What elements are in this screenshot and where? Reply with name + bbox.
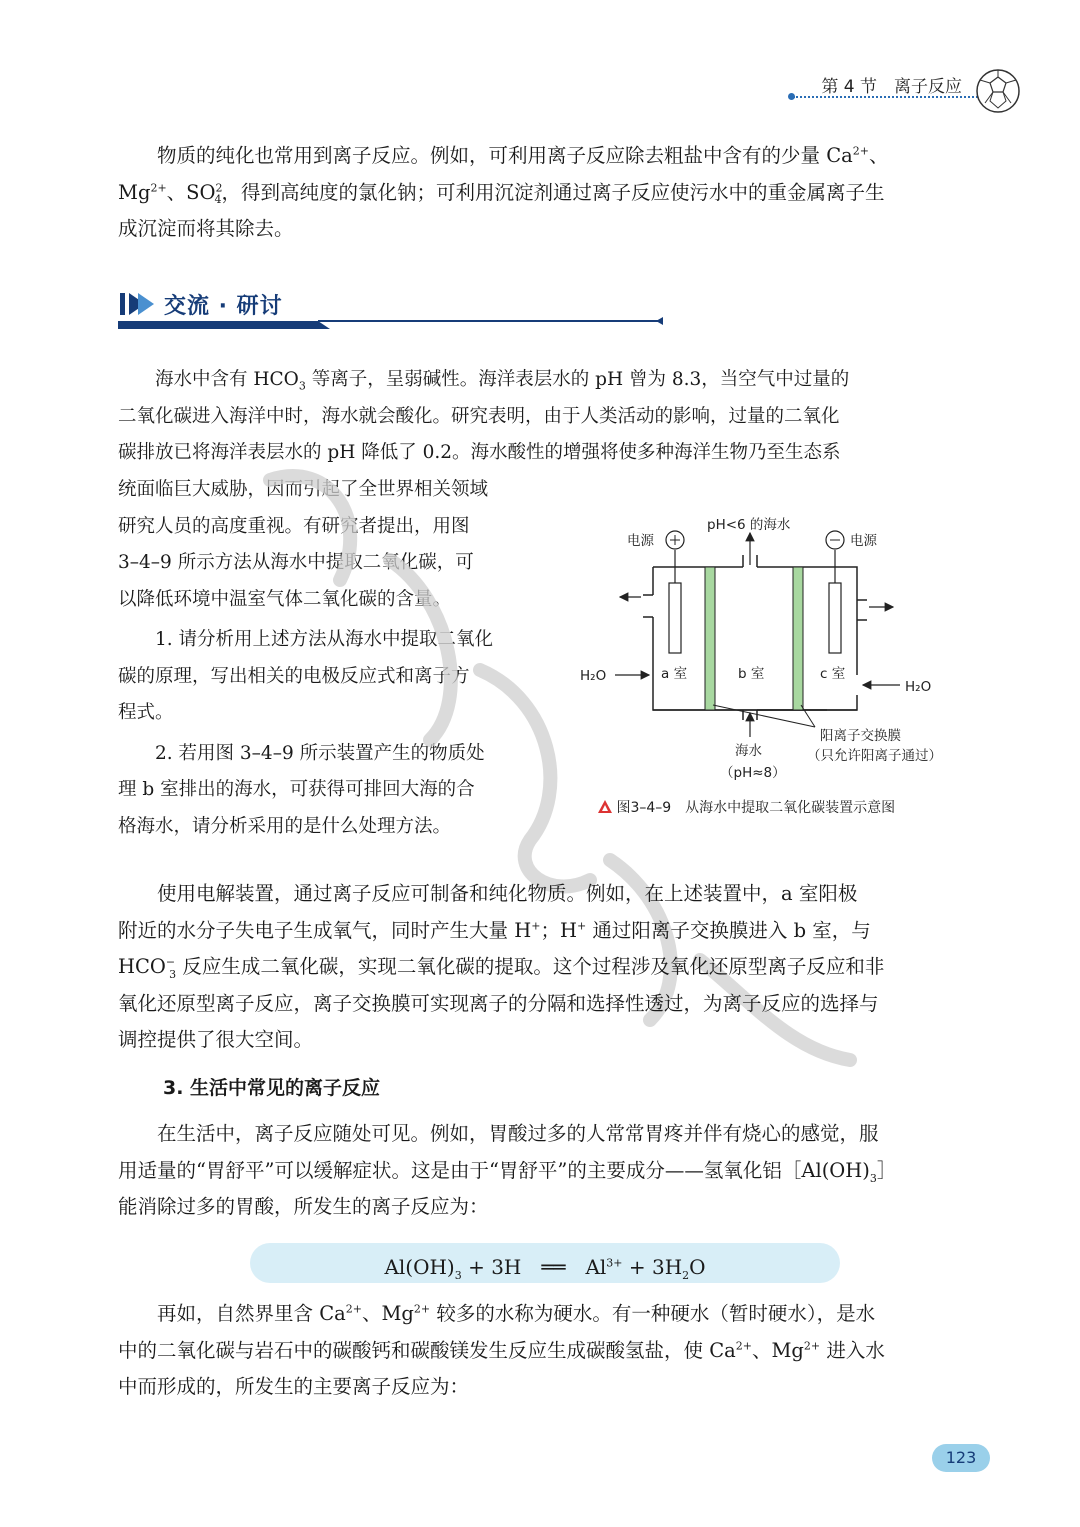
label-seawater: 海水 bbox=[735, 743, 762, 759]
equation-box bbox=[250, 1243, 840, 1283]
label-seawater-ph: （pH≈8） bbox=[720, 765, 786, 781]
question-1: 1. 请分析用上述方法从海水中提取二氧化 bbox=[155, 629, 494, 650]
intro-paragraph: 物质的纯化也常用到离子反应。例如，可利用离子反应除去粗盐中含有的少量 $Ca^{2+}$、 $Mg^{2+}$、$SO^2_4$，得到高纯度的氯化钠；可利用沉淀剂通过离子反应使污水中的重金属离子生 成沉淀而将其除去。 bbox=[118, 144, 889, 240]
discussion-paragraph-top: 海水中含有 $HCO_3$ 等离子，呈弱碱性。海洋表层水的 pH 曾为 8.3，当空气中过量的 二氧化碳进入海洋中时，海水就会酸化。研究表明，由于人类活动的影响，过量的二氧化 碳排放已将海洋表层水的 pH 降低了 0.2。海水酸性的增强将使多种海洋生物乃至生态系 bbox=[118, 369, 850, 463]
section-3-heading: 3. 生活中常见的离子反应 bbox=[163, 1077, 381, 1099]
label-room-c: c 室 bbox=[820, 666, 846, 682]
question-2: 2. 若用图 3–4–9 所示装置产生的物质处 bbox=[155, 742, 485, 764]
discussion-column: 统面临巨大威胁，因而引起了全世界相关领域 研究人员的高度重视。有研究者提出，用图 3–4–9 所示方法从海水中提取二氧化碳，可 以降低环境中温室气体二氧化碳的含量。 1. 请分析用上述方法从海水中提取二氧化 碳的原理，写出相关的电极反应式和离子方 程式。 2. 若用图 3–4–9 所示装置产生的物质处 理 b 室排出的海水，可获得可排回大海的合 格海水，请分析采用的是什么处理方法。 bbox=[118, 472, 553, 845]
label-h2o-left: H₂O bbox=[580, 668, 607, 684]
label-power-left: 电源 bbox=[627, 533, 654, 549]
anode bbox=[669, 583, 681, 653]
electrolysis-diagram bbox=[575, 505, 975, 825]
label-top-seawater: pH<6 的海水 bbox=[707, 517, 791, 533]
hard-water-paragraph: 再如，自然界里含 $Ca^{2+}$、$Mg^{2+}$ 较多的水称为硬水。有一种硬水（暂时硬水），是水 中的二氧化碳与岩石中的碳酸钙和碳酸镁发生反应生成碳酸氢盐，使 $Ca^{2+}$、$Mg^{2+}$ 进入水 中而形成的，所发生的主要离子反应为： bbox=[118, 1302, 885, 1398]
label-power-right: 电源 bbox=[850, 533, 877, 549]
page-number: 123 bbox=[932, 1444, 990, 1472]
section-label: 第 4 节 离子反应 bbox=[821, 77, 962, 97]
label-room-a: a 室 bbox=[661, 666, 688, 682]
label-h2o-right: H₂O bbox=[905, 679, 932, 695]
discussion-heading bbox=[118, 285, 663, 333]
triangle-icon bbox=[598, 800, 612, 813]
discussion-title: 交流 · 研讨 bbox=[164, 294, 283, 319]
ionic-equation: $Al(OH)_3 + 3H$ ══ $Al^{3+} + 3H_2O$ bbox=[384, 1255, 706, 1282]
figure-caption: 图3–4–9 从海水中提取二氧化碳装置示意图 bbox=[598, 797, 895, 817]
header-rule bbox=[793, 96, 978, 98]
membrane-left bbox=[705, 567, 715, 710]
cathode bbox=[829, 583, 841, 653]
electrolysis-paragraph: 使用电解装置，通过离子反应可制备和纯化物质。例如，在上述装置中，a 室阳极 附近的水分子失电子生成氧气，同时产生大量 H+；H+ 通过阳离子交换膜进入 b 室，与 $HCO^-_3$ 反应生成二氧化碳，实现二氧化碳的提取。这个过程涉及氧化还原型离子反应和非 氧化还原型离子反应，离子交换膜可实现离子的分隔和选择性透过，为离子反应的选择与 调控提供了很大空间。 bbox=[118, 882, 885, 1051]
label-room-b: b 室 bbox=[738, 666, 765, 682]
fullerene-icon bbox=[975, 68, 1021, 114]
label-membrane: 阳离子交换膜 bbox=[820, 728, 901, 744]
membrane-right bbox=[793, 567, 803, 710]
antacid-paragraph: 在生活中，离子反应随处可见。例如，胃酸过多的人常常胃疼并伴有烧心的感觉，服 用适量的“胃舒平”可以缓解症状。这是由于“胃舒平”的主要成分——氢氧化铝$[Al(OH)_3]$ 能消除过多的胃酸，所发生的离子反应为： bbox=[118, 1122, 897, 1218]
label-membrane-note: （只允许阳离子通过） bbox=[807, 748, 942, 764]
page-header bbox=[0, 0, 1080, 120]
